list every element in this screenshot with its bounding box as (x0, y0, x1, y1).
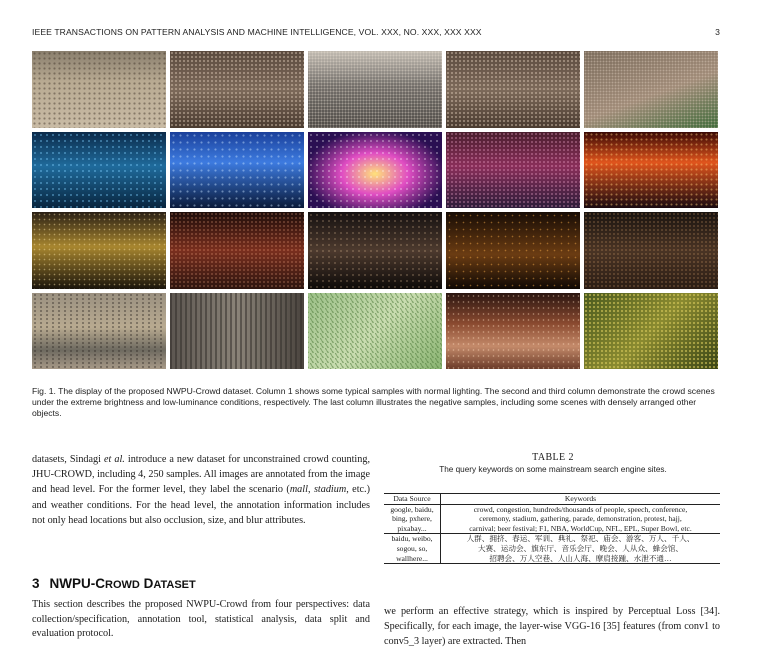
sample-image (170, 293, 304, 370)
table-row (384, 514, 720, 524)
sample-image (584, 132, 718, 209)
table-row (384, 524, 720, 534)
sample-image (170, 132, 304, 209)
sample-image (446, 51, 580, 128)
running-header (32, 27, 720, 37)
sample-image (170, 212, 304, 289)
source-cell: google, baidu, (384, 504, 441, 514)
table-caption: The query keywords on some mainstream search engine sites. (439, 465, 667, 474)
sample-image (308, 293, 442, 370)
source-cell: pixabay... (384, 524, 441, 534)
journal-title: IEEE TRANSACTIONS ON PATTERN ANALYSIS AND MACHINE INTELLIGENCE, VOL. XXX, NO. XXX, XXX XXX (32, 27, 482, 37)
sample-image (32, 293, 166, 370)
table-header-row (384, 494, 720, 505)
section-number: 3 (32, 576, 40, 591)
source-cell: wallhere... (384, 554, 441, 564)
sample-image (32, 51, 166, 128)
page-number: 3 (715, 27, 720, 37)
source-cell: sogou, so, (384, 544, 441, 554)
keywords-cell: 招聘会、万人空巷、人山人海、摩肩接踵、水泄不通… (441, 554, 721, 564)
figure-image-grid (32, 51, 718, 369)
keywords-cell: ceremony, stadium, gathering, parade, demonstration, protest, hajj, (479, 514, 682, 524)
column-header: Keywords (441, 494, 721, 505)
figure-caption: Fig. 1. The display of the proposed NWPU-Crowd dataset. Column 1 shows some typical samples with normal lighting. The second and third column demonstrate the crowd scenes under the extreme brightness and low-luminance conditions, respectively. The last column illustrates the negative samples, including some scenes with densely arranged other objects. (32, 386, 715, 418)
source-cell: baidu, weibo, (384, 534, 441, 544)
sample-image (446, 293, 580, 370)
sample-image (446, 212, 580, 289)
table-row (384, 534, 720, 544)
sample-image (446, 132, 580, 209)
table-label: TABLE 2 (532, 452, 574, 463)
paragraph: datasets, Sindagi et al. introduce a new dataset for unconstrained crowd counting, JHU-CROWD, including 4, 250 samples. All images are annotated from the image and head level. For the former level, they label the scenario (mall, stadium, etc.) and weather conditions. For the head level, the annotation information includes not only head locations but also occlusion, size, and blur attributes. (32, 454, 370, 526)
table-row (384, 544, 720, 554)
source-cell: bing, pxhere, (384, 514, 441, 524)
sample-image (584, 293, 718, 370)
keywords-cell: 人群、拥挤、春运、军训、典礼、祭祀、庙会、游客、万人、千人、 (466, 534, 695, 544)
sample-image (32, 132, 166, 209)
sample-image (308, 51, 442, 128)
right-column-text: we perform an effective strategy, which is inspired by Perceptual Loss [34]. Specifically, for each image, the layer-wise VGG-16 [35] features (from conv1 to conv5_3 layer) are extracted. Then (384, 606, 720, 648)
sample-image (584, 212, 718, 289)
keywords-cell: carnival; beer festival; F1, NBA, WorldCup, NFL, EPL, Super Bowl, etc. (441, 524, 721, 534)
keywords-table (384, 493, 720, 564)
sample-image (584, 51, 718, 128)
sample-image (170, 51, 304, 128)
keywords-cell: crowd, congestion, hundreds/thousands of people, speech, conference, (473, 504, 688, 514)
section-heading: 3 NWPU-CROWD DATASET (32, 576, 196, 591)
left-column-text (32, 452, 370, 528)
table-row (384, 504, 720, 514)
sample-image (308, 212, 442, 289)
column-header: Data Source (384, 494, 441, 505)
sample-image (32, 212, 166, 289)
table-row (384, 554, 720, 564)
section-text: This section describes the proposed NWPU-Crowd from four perspectives: data collection/specification, annotation tool, statistical analysis, data split and evaluation protocol. (32, 599, 370, 640)
sample-image (308, 132, 442, 209)
keywords-cell: 大赛、运动会、旗东厅、音乐会厅、晚会、人从众、蜂会馆、 (477, 543, 684, 553)
